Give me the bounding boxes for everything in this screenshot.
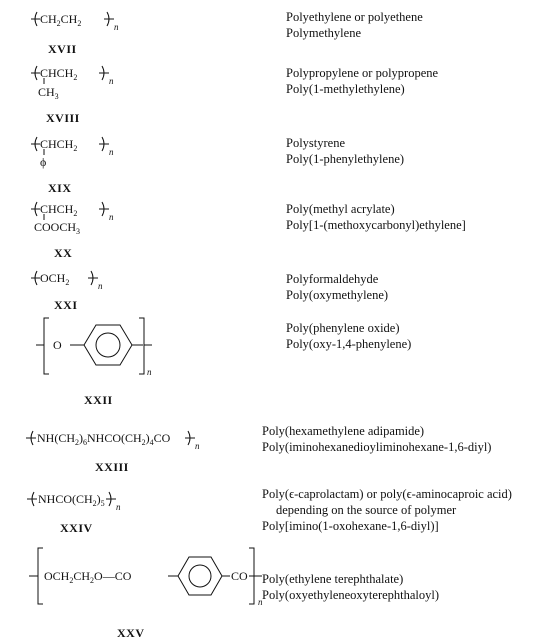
formula-text: O xyxy=(53,338,62,352)
xxiv-repeat-n: n xyxy=(116,502,121,512)
subscript: 3 xyxy=(54,92,59,101)
name-line: Poly(iminohexanedioyliminohexane-1,6-diyl) xyxy=(262,440,492,454)
xxiii-label: XXIII xyxy=(95,460,129,474)
formula-text: OCH xyxy=(40,271,66,285)
xix-substituent: ϕ xyxy=(40,155,47,169)
xviii-bracket-right xyxy=(99,66,109,80)
xxiii-bracket-right xyxy=(185,431,195,445)
formula-text: NH(CH xyxy=(37,431,75,445)
formula-text: NHCO(CH xyxy=(87,431,142,445)
xxiv-bracket-left xyxy=(27,492,37,506)
xix-bracket-left xyxy=(31,137,40,151)
xxi-bracket-left xyxy=(31,271,40,285)
name-line: Poly(ethylene terephthalate) xyxy=(262,572,404,586)
substituent-text: CH xyxy=(38,85,55,99)
name-line: Poly(oxy-1,4-phenylene) xyxy=(286,337,412,351)
xxv-formula-right: CO xyxy=(231,569,248,583)
xx-bracket-left xyxy=(31,202,40,216)
subscript: 2 xyxy=(65,278,70,287)
xx-formula xyxy=(40,202,77,216)
xviii-repeat-n: n xyxy=(109,76,114,86)
name-line: Polyformaldehyde xyxy=(286,272,379,286)
name-line: Polyethylene or polyethene xyxy=(286,10,423,24)
name-line: Polystyrene xyxy=(286,136,346,150)
xvii-formula xyxy=(40,12,81,26)
substituent-text: COOCH xyxy=(34,220,77,234)
formula-text: CH xyxy=(40,12,57,26)
name-line: Poly(1-phenylethylene) xyxy=(286,152,405,166)
xxv-bracket-left xyxy=(29,548,43,604)
subscript: 4 xyxy=(149,438,154,447)
xxv-repeat-n: n xyxy=(258,597,263,607)
xix-label: XIX xyxy=(48,181,72,195)
xxii-bracket-right xyxy=(139,318,152,374)
xxii-repeat-n: n xyxy=(147,367,152,377)
xviii-substituent xyxy=(38,85,59,99)
xxiii-bracket-left xyxy=(26,431,36,445)
subscript: 2 xyxy=(90,576,95,585)
xviii-bracket-left xyxy=(31,66,40,80)
subscript: 2 xyxy=(69,576,74,585)
xxv-names xyxy=(262,571,439,603)
formula-text: CHCH xyxy=(40,202,74,216)
xvii-label: XVII xyxy=(48,42,77,56)
xviii-formula xyxy=(40,66,77,80)
xxi-label: XXI xyxy=(54,298,78,312)
name-line: Polypropylene or polypropene xyxy=(286,66,439,80)
name-line: Poly(1-methylethylene) xyxy=(286,82,405,96)
xxiii-formula xyxy=(37,431,170,445)
xxiii-repeat-n: n xyxy=(195,441,200,451)
xxv-benzene-ring xyxy=(178,557,222,595)
subscript: 2 xyxy=(75,438,79,447)
xx-bracket-right xyxy=(99,202,109,216)
name-line: Poly(phenylene oxide) xyxy=(286,321,400,335)
xvii-bracket-left xyxy=(31,12,40,26)
subscript: 2 xyxy=(73,209,78,218)
formula-text: ) xyxy=(96,492,101,506)
xx-names xyxy=(286,201,466,233)
name-line: depending on the source of polymer xyxy=(276,503,457,517)
name-line: Poly(oxymethylene) xyxy=(286,288,389,302)
subscript: 2 xyxy=(92,499,97,508)
formula-text: NHCO(CH xyxy=(38,492,93,506)
subscript: 2 xyxy=(77,19,82,28)
xxiv-names xyxy=(262,486,512,534)
subscript: 2 xyxy=(73,144,78,153)
xxii-names xyxy=(286,320,411,352)
xxi-repeat-n: n xyxy=(98,281,103,291)
xxv-label: XXV xyxy=(117,626,145,640)
name-line: Poly[1-(methoxycarbonyl)ethylene] xyxy=(286,218,466,232)
subscript: 2 xyxy=(73,73,78,82)
name-line: Poly(oxyethyleneoxyterephthaloyl) xyxy=(262,588,440,602)
name-line: Poly(hexamethylene adipamide) xyxy=(262,424,425,438)
xviii-label: XVIII xyxy=(46,111,80,125)
subscript: 2 xyxy=(141,438,146,447)
xxi-names xyxy=(286,271,388,303)
formula-text: OCH xyxy=(44,569,70,583)
subscript: 3 xyxy=(76,227,81,236)
xix-bracket-right xyxy=(99,137,109,151)
xx-label: XX xyxy=(54,246,73,260)
xviii-names xyxy=(286,65,438,97)
subscript: 2 xyxy=(56,19,61,28)
xxi-bracket-right xyxy=(88,271,98,285)
xxiii-names xyxy=(262,423,491,455)
subscript: 6 xyxy=(83,438,87,447)
xvii-repeat-n: n xyxy=(114,22,119,32)
formula-text: CH xyxy=(73,569,91,583)
formula-text: CO xyxy=(153,431,171,445)
xvii-names xyxy=(286,9,423,41)
xix-names xyxy=(286,135,404,167)
xxii-label: XXII xyxy=(84,393,113,407)
xxii-bracket-left xyxy=(36,318,49,374)
formula-text: CHCH xyxy=(40,137,74,151)
xxii-benzene-ring xyxy=(84,325,132,365)
formula-text: CHCH xyxy=(40,66,74,80)
subscript: 5 xyxy=(100,499,105,508)
formula-text: CO xyxy=(114,569,132,583)
xxiv-label: XXIV xyxy=(60,521,93,535)
xxi-formula xyxy=(40,271,69,285)
xxiv-bracket-right xyxy=(106,492,116,506)
formula-text: ) xyxy=(79,431,83,445)
xx-substituent xyxy=(34,220,80,234)
name-line: Polymethylene xyxy=(286,26,361,40)
name-line: Poly(methyl acrylate) xyxy=(286,202,395,216)
formula-text: ) xyxy=(145,431,150,445)
xix-formula xyxy=(40,137,77,151)
formula-text: CH xyxy=(60,12,78,26)
xx-repeat-n: n xyxy=(109,212,114,222)
name-line: Poly[imino(1-oxohexane-1,6-diyl)] xyxy=(262,519,439,533)
formula-text: O xyxy=(94,569,103,583)
name-line: Poly(ϵ-caprolactam) or poly(ϵ-aminocaproic acid) xyxy=(262,487,512,501)
xxv-formula-left: $OCH_2CH_2O—CO$ xyxy=(44,569,132,585)
xxii-oxygen xyxy=(53,338,62,352)
xxiv-formula xyxy=(38,492,105,506)
xix-repeat-n: n xyxy=(109,147,114,157)
xvii-bracket-right xyxy=(104,12,114,26)
